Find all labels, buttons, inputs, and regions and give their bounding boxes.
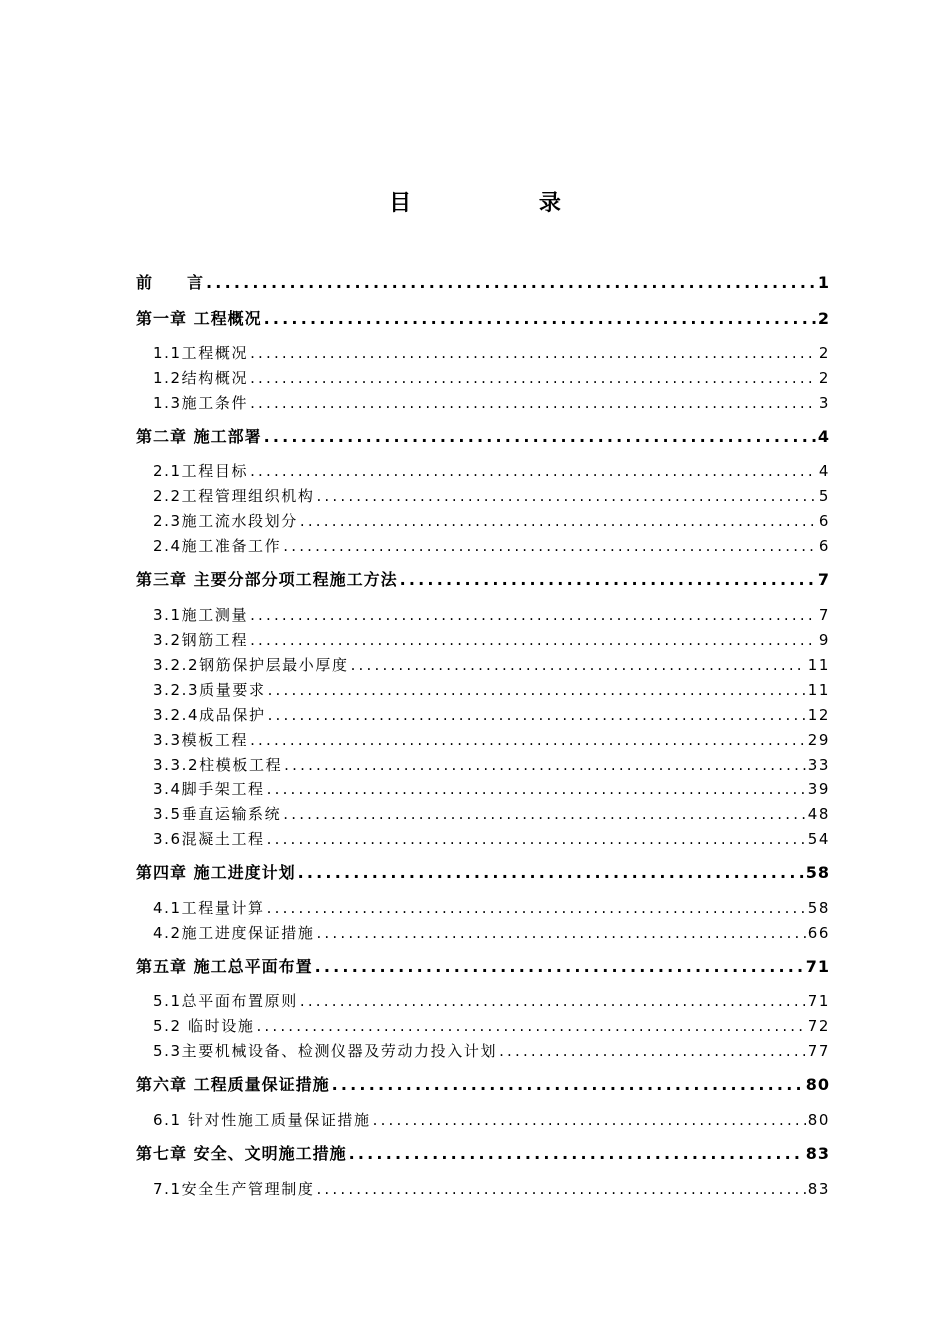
toc-section-entry[interactable] [153, 485, 830, 507]
toc-section-entry[interactable] [153, 654, 830, 676]
toc-dot-leader [267, 828, 806, 850]
toc-dot-leader [316, 1178, 805, 1200]
toc-dot-leader [250, 367, 817, 389]
toc-chapter-entry[interactable] [136, 272, 830, 294]
toc-section-entry[interactable] [153, 828, 830, 850]
toc-section-entry[interactable] [153, 535, 830, 557]
toc-entry-label: 3.2.4成品保护 [153, 706, 266, 724]
toc-chapter-entry[interactable] [136, 1143, 830, 1165]
toc-chapter-entry[interactable] [136, 956, 830, 978]
toc-section-entry[interactable] [153, 778, 830, 800]
toc-chapter-entry[interactable] [136, 862, 830, 884]
toc-entry-label: 3.5垂直运输系统 [153, 805, 282, 823]
toc-dot-leader [332, 1074, 804, 1096]
toc-dot-leader [264, 308, 816, 330]
toc-page-number: 80 [807, 1111, 830, 1129]
toc-page-number: 9 [818, 631, 830, 649]
toc-chapter-entry[interactable] [136, 308, 830, 330]
toc-entry-label: 5.3主要机械设备、检测仪器及劳动力投入计划 [153, 1042, 498, 1060]
toc-entry-label: 5.2 临时设施 [153, 1017, 255, 1035]
toc-chapter-entry[interactable] [136, 1074, 830, 1096]
toc-dot-leader [373, 1109, 806, 1131]
toc-dot-leader [316, 485, 816, 507]
toc-section-entry[interactable] [153, 367, 830, 389]
toc-dot-leader [250, 460, 817, 482]
toc-page-number: 54 [807, 830, 830, 848]
page-title: 目 录 [389, 191, 621, 216]
toc-section-entry[interactable] [153, 1015, 830, 1037]
toc-page-number: 48 [807, 805, 830, 823]
toc-section-entry[interactable] [153, 460, 830, 482]
toc-entry-label: 1.2结构概况 [153, 369, 249, 387]
toc-entry-label: 2.4施工准备工作 [153, 537, 282, 555]
toc-section-entry[interactable] [153, 990, 830, 1012]
toc-section-entry[interactable] [153, 392, 830, 414]
toc-entry-label: 4.2施工进度保证措施 [153, 924, 315, 942]
toc-entry-label: 第四章 施工进度计划 [136, 863, 296, 882]
toc-page-number: 77 [807, 1042, 830, 1060]
toc-entry-label: 3.1施工测量 [153, 606, 249, 624]
toc-dot-leader [264, 426, 816, 448]
toc-section-entry[interactable] [153, 1178, 830, 1200]
toc-section-entry[interactable] [153, 922, 830, 944]
toc-dot-leader [351, 654, 806, 676]
toc-entry-label: 6.1 针对性施工质量保证措施 [153, 1111, 371, 1129]
toc-dot-leader [250, 342, 817, 364]
toc-entry-label: 4.1工程量计算 [153, 899, 265, 917]
toc-dot-leader [256, 1015, 805, 1037]
toc-entry-label: 3.4脚手架工程 [153, 780, 265, 798]
toc-entry-label: 3.2.2钢筋保护层最小厚度 [153, 656, 349, 674]
toc-entry-label: 3.2.3质量要求 [153, 681, 266, 699]
toc-dot-leader [267, 897, 806, 919]
toc-dot-leader [268, 679, 806, 701]
toc-dot-leader [250, 392, 817, 414]
toc-dot-leader [298, 862, 804, 884]
toc-dot-leader [400, 569, 816, 591]
toc-page-number: 6 [818, 537, 830, 555]
toc-entry-label: 第一章 工程概况 [136, 309, 262, 328]
toc-page-number: 11 [807, 681, 830, 699]
toc-entry-label: 2.1工程目标 [153, 462, 249, 480]
toc-entry-label: 1.3施工条件 [153, 394, 249, 412]
toc-section-entry[interactable] [153, 604, 830, 626]
toc-section-entry[interactable] [153, 629, 830, 651]
toc-entry-label: 前 言 [136, 273, 205, 292]
toc-page-number: 29 [807, 731, 830, 749]
toc-section-entry[interactable] [153, 342, 830, 364]
toc-page-number: 12 [807, 706, 830, 724]
toc-entry-label: 1.1工程概况 [153, 344, 249, 362]
toc-dot-leader [300, 990, 806, 1012]
toc-dot-leader [284, 754, 806, 776]
toc-dot-leader [315, 956, 804, 978]
toc-dot-leader [250, 729, 806, 751]
toc-entry-label: 第六章 工程质量保证措施 [136, 1075, 330, 1094]
toc-dot-leader [300, 510, 817, 532]
toc-page-number: 7 [818, 606, 830, 624]
toc-dot-leader [283, 535, 817, 557]
toc-dot-leader [267, 778, 806, 800]
toc-entry-label: 3.3.2柱模板工程 [153, 756, 283, 774]
toc-page-number: 33 [807, 756, 830, 774]
toc-page-number: 5 [818, 487, 830, 505]
toc-entry-label: 第二章 施工部署 [136, 427, 262, 446]
toc-page-number: 66 [807, 924, 830, 942]
toc-section-entry[interactable] [153, 1040, 830, 1062]
toc-section-entry[interactable] [153, 510, 830, 532]
toc-section-entry[interactable] [153, 679, 830, 701]
toc-dot-leader [349, 1143, 804, 1165]
toc-dot-leader [316, 922, 805, 944]
toc-dot-leader [283, 803, 805, 825]
toc-section-entry[interactable] [153, 897, 830, 919]
toc-page-number: 7 [817, 570, 830, 589]
toc-entry-label: 3.2钢筋工程 [153, 631, 249, 649]
toc-entry-label: 5.1总平面布置原则 [153, 992, 298, 1010]
toc-page-number: 39 [807, 780, 830, 798]
toc-entry-label: 第五章 施工总平面布置 [136, 957, 313, 976]
toc-chapter-entry[interactable] [136, 569, 830, 591]
toc-page-number: 4 [817, 427, 830, 446]
toc-dot-leader [250, 629, 817, 651]
toc-section-entry[interactable] [153, 729, 830, 751]
toc-page-number: 11 [807, 656, 830, 674]
toc-dot-leader [499, 1040, 806, 1062]
toc-section-entry[interactable] [153, 803, 830, 825]
toc-page-number: 4 [818, 462, 830, 480]
toc-page-number: 6 [818, 512, 830, 530]
toc-page-number: 71 [805, 957, 830, 976]
toc-entry-label: 第七章 安全、文明施工措施 [136, 1144, 347, 1163]
toc-chapter-entry[interactable] [136, 426, 830, 448]
toc-entry-label: 2.3施工流水段划分 [153, 512, 298, 530]
toc-page-number: 83 [805, 1144, 830, 1163]
toc-dot-leader [206, 272, 816, 294]
toc-page-number: 1 [817, 273, 830, 292]
toc-entry-label: 3.6混凝土工程 [153, 830, 265, 848]
toc-page-number: 2 [817, 309, 830, 328]
toc-page-number: 72 [807, 1017, 830, 1035]
toc-entry-label: 2.2工程管理组织机构 [153, 487, 315, 505]
toc-entry-label: 第三章 主要分部分项工程施工方法 [136, 570, 398, 589]
toc-page-number: 2 [818, 369, 830, 387]
toc-entry-label: 7.1安全生产管理制度 [153, 1180, 315, 1198]
toc-page-number: 58 [807, 899, 830, 917]
toc-entry-label: 3.3模板工程 [153, 731, 249, 749]
toc-dot-leader [250, 604, 817, 626]
toc-page-number: 80 [805, 1075, 830, 1094]
toc-section-entry[interactable] [153, 704, 830, 726]
toc-section-entry[interactable] [153, 754, 830, 776]
toc-section-entry[interactable] [153, 1109, 830, 1131]
toc-page-number: 71 [807, 992, 830, 1010]
toc-page-number: 2 [818, 344, 830, 362]
toc-page-number: 58 [805, 863, 830, 882]
toc-dot-leader [268, 704, 806, 726]
toc-page-number: 3 [818, 394, 830, 412]
toc-page-number: 83 [807, 1180, 830, 1198]
